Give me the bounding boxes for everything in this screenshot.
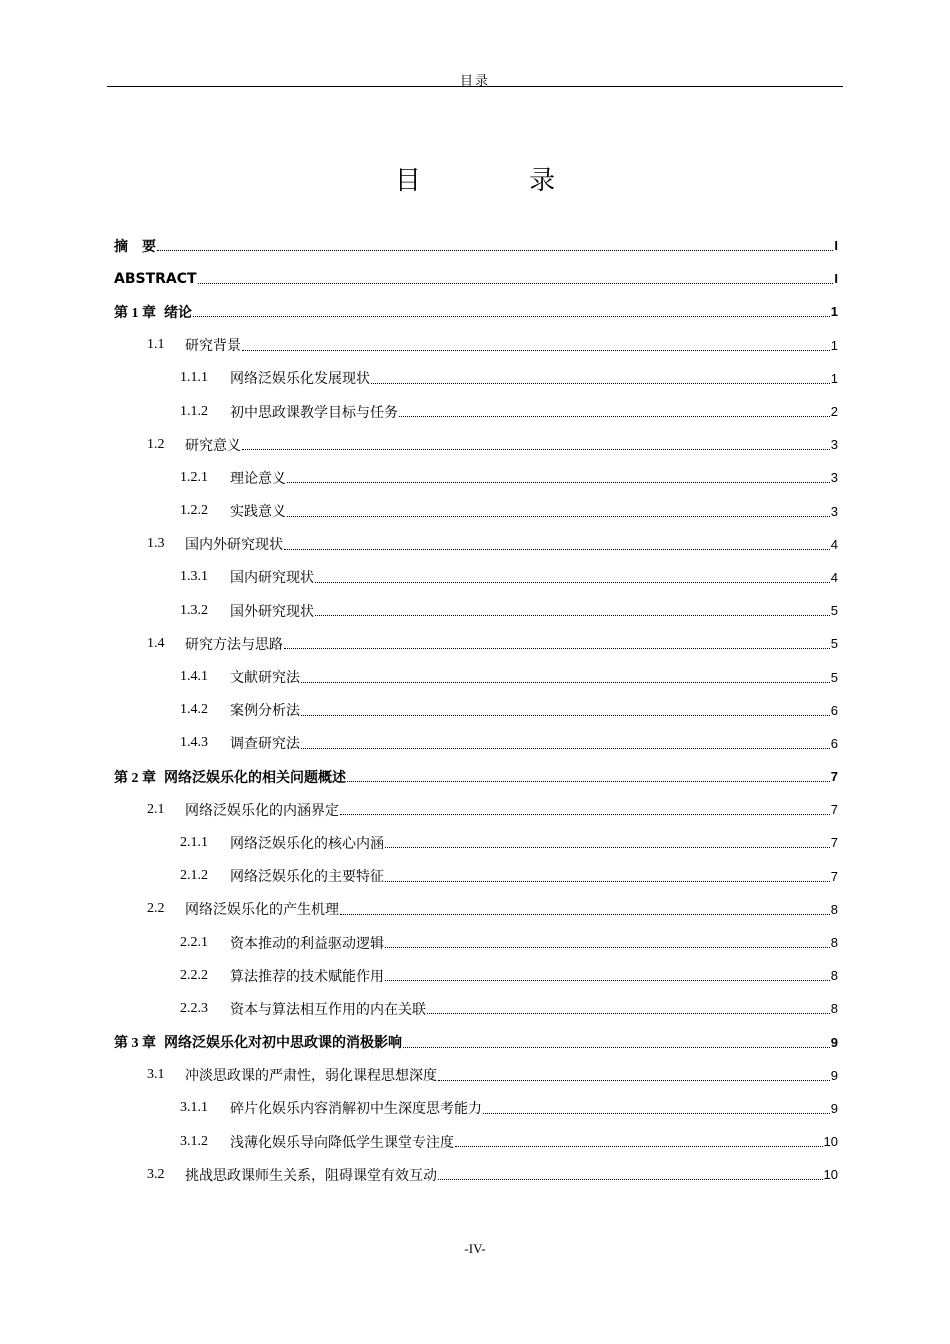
dot-leader [340, 814, 830, 815]
toc-entry-label: 网络泛娱乐化发展现状 [230, 371, 370, 388]
toc-entry[interactable] [114, 992, 838, 1025]
toc-entry-page: 9 [830, 1067, 838, 1083]
toc-entry-number: 1.2 [147, 436, 165, 452]
toc-entry-label: 挑战思政课师生关系，阻碍课堂有效互动 [185, 1167, 437, 1184]
toc-entry-label: 网络泛娱乐化的内涵界定 [185, 802, 339, 819]
toc-entry[interactable] [114, 329, 838, 362]
toc-entry-label: 网络泛娱乐化对初中思政课的消极影响 [164, 1035, 402, 1052]
toc-entry-page: 4 [830, 536, 838, 552]
toc-entry[interactable] [114, 295, 838, 328]
toc-entry-page: 3 [830, 470, 838, 486]
dot-leader [371, 383, 830, 384]
dot-leader [287, 516, 830, 517]
toc-entry[interactable] [114, 694, 838, 727]
dot-leader [284, 549, 830, 550]
toc-entry-number: 1.2.2 [180, 503, 208, 519]
toc-entry-page: 5 [830, 636, 838, 652]
toc-entry-number: 3.1.2 [180, 1133, 208, 1149]
toc-entry-number: 2.2.2 [180, 967, 208, 983]
toc-entry-number: 1.3.2 [180, 602, 208, 618]
toc-entry-number: 1.1 [147, 337, 165, 353]
toc-entry-number: 3.2 [147, 1166, 165, 1182]
toc-entry[interactable] [114, 793, 838, 826]
toc-entry-label: 网络泛娱乐化的核心内涵 [230, 835, 384, 852]
toc-entry[interactable] [114, 826, 838, 859]
dot-leader [438, 1080, 830, 1081]
dot-leader [427, 1013, 830, 1014]
toc-entry-label: 文献研究法 [230, 670, 300, 687]
toc-entry-number: 3.1.1 [180, 1100, 208, 1116]
toc-entry-number: 1.1.1 [180, 370, 208, 386]
toc-entry-page: 8 [830, 901, 838, 917]
dot-leader [242, 449, 830, 450]
toc-entry-number: 2.1 [147, 801, 165, 817]
toc-entry-number: 2.1.1 [180, 834, 208, 850]
toc-entry-page: 8 [830, 935, 838, 951]
toc-entry-number: 2.1.2 [180, 868, 208, 884]
toc-entry-number: 1.1.2 [180, 403, 208, 419]
toc-entry-label: 研究背景 [185, 338, 241, 355]
toc-entry-page: 7 [830, 769, 838, 785]
toc-entry-page: 2 [830, 404, 838, 420]
toc-entry-label: 算法推荐的技术赋能作用 [230, 968, 384, 985]
toc-entry-label: 网络泛娱乐化的相关问题概述 [164, 769, 346, 786]
toc-entry-number: 3.1 [147, 1067, 165, 1083]
toc-entry[interactable] [114, 627, 838, 660]
dot-leader [399, 416, 830, 417]
toc-entry-page: 6 [830, 735, 838, 751]
dot-leader [301, 682, 830, 683]
toc-entry[interactable] [114, 760, 838, 793]
toc-entry-label: 初中思政课教学目标与任务 [230, 404, 398, 421]
dot-leader [340, 914, 830, 915]
toc-entry-page: 1 [830, 304, 838, 320]
toc-entry-page: 7 [830, 868, 838, 884]
toc-entry-number: 2.2.1 [180, 934, 208, 950]
toc-entry[interactable] [114, 362, 838, 395]
toc-entry-number: 2.2.3 [180, 1000, 208, 1016]
toc-entry-label: 冲淡思政课的严肃性，弱化课程思想深度 [185, 1068, 437, 1085]
toc-entry-page: 7 [830, 835, 838, 851]
toc-entry-label: 浅薄化娱乐导向降低学生课堂专注度 [230, 1134, 454, 1151]
toc-entry-number: 1.4.3 [180, 735, 208, 751]
toc-entry-page: 4 [830, 569, 838, 585]
toc-entry[interactable] [114, 428, 838, 461]
toc-entry-label: ABSTRACT [114, 270, 197, 287]
toc-entry-label: 国内研究现状 [230, 570, 314, 587]
toc-entry[interactable] [114, 594, 838, 627]
toc-entry[interactable] [114, 461, 838, 494]
toc-entry[interactable] [114, 959, 838, 992]
dot-leader [198, 283, 834, 284]
dot-leader [347, 781, 830, 782]
toc-entry[interactable] [114, 262, 838, 295]
toc-entry-label: 绪论 [164, 304, 192, 321]
toc-entry[interactable] [114, 528, 838, 561]
toc-entry-page: 3 [830, 503, 838, 519]
toc-entry-number: 1.4.2 [180, 702, 208, 718]
toc-entry[interactable] [114, 926, 838, 959]
table-of-contents [114, 229, 838, 1191]
toc-entry[interactable] [114, 229, 838, 262]
dot-leader [385, 881, 830, 882]
dot-leader [242, 350, 830, 351]
toc-entry-page: 5 [830, 669, 838, 685]
toc-entry-page: 6 [830, 702, 838, 718]
dot-leader [403, 1047, 830, 1048]
toc-entry[interactable] [114, 1059, 838, 1092]
toc-entry-page: 3 [830, 437, 838, 453]
dot-leader [157, 250, 833, 251]
dot-leader [438, 1179, 823, 1180]
toc-entry[interactable] [114, 727, 838, 760]
toc-entry-page: 1 [830, 337, 838, 353]
footer-page-number: -IV- [464, 1241, 486, 1256]
toc-entry[interactable] [114, 1092, 838, 1125]
toc-entry[interactable] [114, 893, 838, 926]
toc-entry-number: 1.3.1 [180, 569, 208, 585]
toc-entry-number: 第 3 章 [114, 1036, 156, 1052]
toc-entry-label: 案例分析法 [230, 703, 300, 720]
toc-entry-label: 实践意义 [230, 504, 286, 521]
toc-entry-number: 第 1 章 [114, 305, 156, 321]
toc-entry-label: 摘 要 [114, 238, 156, 255]
toc-entry[interactable] [114, 1125, 838, 1158]
dot-leader [301, 715, 830, 716]
toc-entry-label: 国内外研究现状 [185, 537, 283, 554]
toc-entry-label: 国外研究现状 [230, 603, 314, 620]
running-header: 目录 [459, 74, 490, 89]
toc-entry-number: 1.3 [147, 536, 165, 552]
toc-entry-label: 研究方法与思路 [185, 636, 283, 653]
toc-entry[interactable] [114, 561, 838, 594]
toc-entry-label: 资本推动的利益驱动逻辑 [230, 935, 384, 952]
toc-entry-page: 5 [830, 603, 838, 619]
toc-entry[interactable] [114, 1026, 838, 1059]
toc-entry-label: 研究意义 [185, 437, 241, 454]
toc-entry-page: 10 [823, 1167, 838, 1183]
toc-entry[interactable] [114, 660, 838, 693]
toc-entry-number: 第 2 章 [114, 770, 156, 786]
toc-entry-number: 1.2.1 [180, 469, 208, 485]
dot-leader [483, 1113, 830, 1114]
toc-entry-page: 8 [830, 1001, 838, 1017]
dot-leader [385, 980, 830, 981]
toc-entry-page: 7 [830, 802, 838, 818]
toc-entry-page: 10 [823, 1134, 838, 1150]
toc-entry[interactable] [114, 1158, 838, 1191]
toc-entry-page: 9 [830, 1034, 838, 1050]
dot-leader [315, 582, 830, 583]
toc-entry-label: 资本与算法相互作用的内在关联 [230, 1001, 426, 1018]
toc-entry-page: I [834, 238, 838, 254]
toc-entry-label: 网络泛娱乐化的主要特征 [230, 869, 384, 886]
page-title: 目 录 [394, 166, 606, 196]
toc-entry-label: 调查研究法 [230, 736, 300, 753]
toc-entry-number: 2.2 [147, 901, 165, 917]
dot-leader [301, 748, 830, 749]
toc-entry-page: I [834, 271, 838, 287]
toc-entry-page: 1 [830, 370, 838, 386]
dot-leader [193, 316, 830, 317]
toc-entry-label: 碎片化娱乐内容消解初中生深度思考能力 [230, 1101, 482, 1118]
toc-entry-page: 8 [830, 968, 838, 984]
toc-entry[interactable] [114, 495, 838, 528]
header-rule [107, 86, 843, 87]
toc-entry[interactable] [114, 860, 838, 893]
toc-entry-label: 网络泛娱乐化的产生机理 [185, 902, 339, 919]
toc-entry-label: 理论意义 [230, 470, 286, 487]
dot-leader [287, 482, 830, 483]
dot-leader [315, 615, 830, 616]
toc-entry[interactable] [114, 395, 838, 428]
toc-entry-number: 1.4 [147, 635, 165, 651]
toc-entry-number: 1.4.1 [180, 669, 208, 685]
dot-leader [455, 1146, 823, 1147]
toc-entry-page: 9 [830, 1100, 838, 1116]
dot-leader [385, 947, 830, 948]
dot-leader [284, 648, 830, 649]
dot-leader [385, 847, 830, 848]
